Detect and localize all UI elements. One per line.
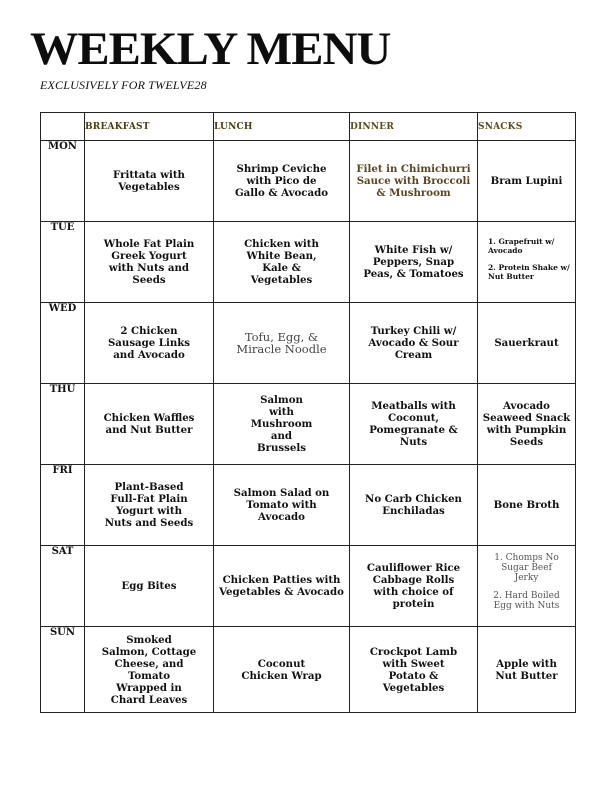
meal-text: Egg Bites: [121, 580, 177, 592]
day-label: SUN: [41, 627, 85, 713]
header-row: [41, 113, 576, 141]
snacks-cell: [478, 141, 576, 222]
day-label: THU: [41, 384, 85, 465]
dinner-cell: [350, 465, 478, 546]
day-label: TUE: [41, 222, 85, 303]
meal-text: Coconut Chicken Wrap: [241, 657, 322, 682]
snack-list-item: 1. Grapefruit w/ Avocado: [488, 237, 555, 255]
column-header-lunch: LUNCH: [214, 113, 350, 141]
lunch-cell: [214, 546, 350, 627]
table-row: [41, 384, 576, 465]
day-label: SAT: [41, 546, 85, 627]
meal-text: Salmon Salad on Tomato with Avocado: [233, 487, 330, 523]
dinner-cell: [350, 303, 478, 384]
meal-text: Crockpot Lamb with Sweet Potato & Vegetables: [369, 645, 458, 694]
meal-text: Shrimp Ceviche with Pico de Gallo & Avocado: [234, 163, 329, 199]
snacks-cell: [478, 384, 576, 465]
snacks-cell: [478, 627, 576, 713]
dinner-cell: [350, 384, 478, 465]
meal-text: Sauerkraut: [494, 337, 559, 349]
lunch-cell: [214, 141, 350, 222]
breakfast-cell: [85, 546, 214, 627]
table-row: [41, 141, 576, 222]
meal-text: Smoked Salmon, Cottage Cheese, and Tomato Wrapped in Chard Leaves: [101, 633, 197, 706]
snack-list-item: 2. Hard Boiled Egg with Nuts: [493, 591, 560, 611]
meal-text: Chicken with White Bean, Kale & Vegetables: [244, 238, 319, 286]
meal-text: Meatballs with Coconut, Pomegranate & Nuts: [369, 400, 458, 448]
meal-text: White Fish w/ Peppers, Snap Peas, & Tomatoes: [363, 244, 464, 280]
meal-text: Cauliflower Rice Cabbage Rolls with choice of protein: [366, 562, 461, 610]
table-row: [41, 303, 576, 384]
meal-text: Chicken Patties with Vegetables & Avocado: [219, 574, 344, 598]
lunch-cell: [214, 303, 350, 384]
corner-cell: [41, 113, 85, 141]
page-subtitle: EXCLUSIVELY FOR TWELVE28: [40, 78, 207, 92]
dinner-cell: [350, 141, 478, 222]
breakfast-cell: [85, 465, 214, 546]
meal-text: Whole Fat Plain Greek Yogurt with Nuts and Seeds: [103, 238, 195, 286]
meal-text: Apple with Nut Butter: [495, 657, 558, 682]
lunch-cell: [214, 465, 350, 546]
snacks-cell: [478, 222, 576, 303]
dinner-cell: [350, 222, 478, 303]
day-label: MON: [41, 141, 85, 222]
dinner-cell: [350, 546, 478, 627]
snacks-cell: [478, 303, 576, 384]
page-title: WEEKLY MENU: [30, 23, 391, 75]
meal-text: No Carb Chicken Enchiladas: [365, 493, 462, 517]
column-header-breakfast: BREAKFAST: [85, 113, 214, 141]
table-row: [41, 222, 576, 303]
snack-list-item: 2. Protein Shake w/ Nut Butter: [488, 263, 570, 281]
column-header-dinner: DINNER: [350, 113, 478, 141]
meal-text: Frittata with Vegetables: [113, 169, 185, 193]
breakfast-cell: [85, 222, 214, 303]
meal-text: Chicken Waffles and Nut Butter: [103, 412, 195, 436]
snacks-cell: [478, 465, 576, 546]
meal-text: Bram Lupini: [490, 175, 563, 187]
meal-text: Avocado Seaweed Snack with Pumpkin Seeds: [482, 400, 571, 448]
meal-text: Salmon with Mushroom and Brussels: [250, 394, 313, 454]
lunch-cell: [214, 627, 350, 713]
meal-text: Tofu, Egg, & Miracle Noodle: [236, 330, 327, 356]
weekly-menu-table: [40, 112, 576, 713]
breakfast-cell: [85, 384, 214, 465]
meal-text: Turkey Chili w/ Avocado & Sour Cream: [368, 325, 459, 361]
snacks-cell: [478, 546, 576, 627]
table-row: [41, 465, 576, 546]
breakfast-cell: [85, 627, 214, 713]
breakfast-cell: [85, 303, 214, 384]
day-label: FRI: [41, 465, 85, 546]
snack-list-item: 1. Chomps No Sugar Beef Jerky: [494, 553, 559, 583]
meal-text: 2 Chicken Sausage Links and Avocado: [107, 325, 191, 361]
table-row: [41, 627, 576, 713]
meal-text: Bone Broth: [493, 499, 560, 511]
meal-text: Plant-Based Full-Fat Plain Yogurt with Nuts and Seeds: [104, 481, 194, 529]
day-label: WED: [41, 303, 85, 384]
breakfast-cell: [85, 141, 214, 222]
table-row: [41, 546, 576, 627]
lunch-cell: [214, 384, 350, 465]
meal-text: Filet in Chimichurri Sauce with Broccoli & Mushroom: [356, 163, 471, 199]
dinner-cell: [350, 627, 478, 713]
column-header-snacks: SNACKS: [478, 113, 576, 141]
lunch-cell: [214, 222, 350, 303]
